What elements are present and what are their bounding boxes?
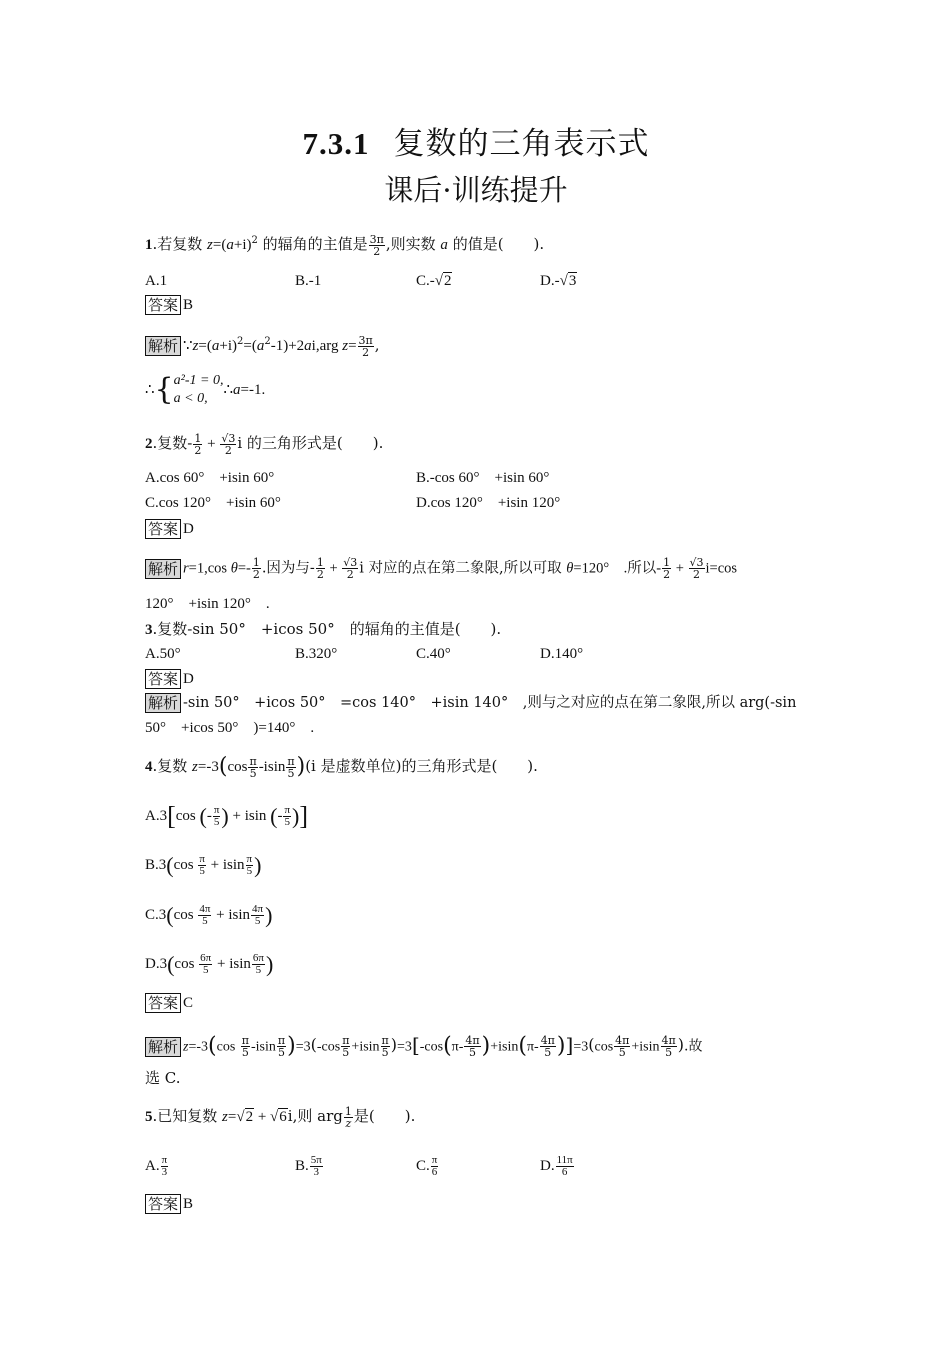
- frac-den: 5: [665, 1046, 673, 1059]
- analysis-text: =1,cos: [188, 560, 231, 577]
- neg: -: [277, 808, 283, 824]
- fraction: [344, 1106, 353, 1129]
- q1-exponent: 2: [251, 235, 258, 246]
- q4-text: (i 是虚数单位)的三角形式是( ).: [305, 757, 538, 775]
- fraction: [246, 854, 254, 877]
- frac-num: π: [246, 853, 253, 866]
- analysis-label: 解析: [145, 336, 181, 356]
- frac-num: π: [213, 804, 220, 817]
- frac-den: 5: [202, 964, 209, 977]
- radicand: 3: [568, 273, 577, 289]
- question-5: [145, 1105, 415, 1129]
- plus: +: [325, 560, 342, 577]
- plus: +: [203, 436, 220, 452]
- fraction: [213, 805, 221, 828]
- q1-option-a: A.1: [145, 273, 168, 289]
- analysis-text: i=cos: [705, 560, 738, 577]
- var-z: z: [192, 759, 198, 775]
- analysis-text: =-: [237, 560, 251, 577]
- answer-value: D: [183, 671, 194, 687]
- answer-label: 答案: [145, 1194, 181, 1214]
- cos: cos: [216, 1039, 236, 1055]
- therefore-symbol: ∴: [223, 380, 233, 398]
- q1-text: .若复数: [152, 235, 208, 253]
- fraction: [316, 557, 325, 580]
- analysis-text: i,arg: [311, 338, 343, 354]
- analysis-label: 解析: [145, 1037, 181, 1057]
- q4-option-b: B.3(cos $\frac{\pi}{5}$ + isin $\frac{\pi}{5}$ ): [145, 852, 262, 878]
- q1-var-a: a: [226, 237, 234, 253]
- equation-line: a < 0,: [173, 391, 208, 406]
- q4-text: .复数: [152, 757, 193, 775]
- fraction: [464, 1035, 480, 1058]
- fraction: [556, 1155, 574, 1178]
- sin: -isin: [250, 1039, 276, 1055]
- frac-num: 3π: [358, 333, 373, 347]
- frac-den: 3: [313, 1166, 320, 1179]
- frac-num: π: [277, 1034, 286, 1047]
- fraction: [241, 1035, 250, 1058]
- radicand: 2: [245, 1109, 254, 1125]
- exponent: 2: [237, 336, 244, 347]
- fraction: [193, 433, 202, 456]
- q5-option-a: [145, 1155, 169, 1178]
- frac-den: 2: [663, 568, 671, 581]
- frac-den: 5: [249, 766, 257, 780]
- analysis-text: .因为与-: [261, 560, 315, 577]
- fraction: [220, 433, 236, 456]
- frac-den: 5: [277, 1046, 285, 1059]
- frac-num: √3: [343, 556, 358, 569]
- frac-den: 2: [316, 568, 324, 581]
- fraction: [614, 1035, 630, 1058]
- therefore-symbol: ∴: [145, 380, 155, 398]
- frac-den: 6: [431, 1166, 438, 1179]
- q3-option-b: B.320°: [295, 646, 338, 662]
- frac-num: π: [199, 853, 205, 866]
- frac-num: π: [249, 754, 257, 768]
- fraction: [358, 335, 374, 358]
- frac-num: π: [161, 1154, 168, 1167]
- question-number: 2: [145, 436, 153, 452]
- analysis-text: =3: [295, 1039, 311, 1055]
- var-theta: θ: [230, 560, 238, 577]
- fraction: [540, 1035, 556, 1058]
- fraction: [199, 953, 212, 976]
- q3-text: .复数-sin 50° +icos 50° 的辐角的主值是( ).: [152, 620, 502, 638]
- fraction: [689, 557, 705, 580]
- equation-line: a²-1 = 0,: [173, 373, 224, 388]
- answer-label: 答案: [145, 519, 181, 539]
- q1-text: 的值是( ).: [447, 235, 545, 253]
- analysis-text: cos: [594, 1039, 614, 1055]
- q5-option-d: [540, 1155, 575, 1178]
- section-title: [0, 118, 952, 163]
- question-number: 1: [145, 237, 153, 253]
- frac-den: 5: [199, 865, 205, 878]
- fraction: [286, 756, 295, 779]
- q1-fraction: [369, 234, 385, 257]
- fraction: [341, 1035, 350, 1058]
- analysis-text: +i): [219, 338, 237, 354]
- fraction: [381, 1035, 390, 1058]
- fraction: [431, 1155, 439, 1178]
- opt-text: A.: [145, 1158, 160, 1174]
- opt-text: C.-√: [416, 273, 443, 289]
- neg: -: [206, 808, 212, 824]
- opt-text: D.-√: [540, 273, 568, 289]
- var-z: z: [192, 338, 199, 354]
- analysis-text: =-3: [188, 1039, 209, 1055]
- analysis-label: 解析: [145, 693, 181, 713]
- frac-num: π: [284, 804, 291, 817]
- q3-analysis: [145, 692, 796, 714]
- radicand: 2: [443, 273, 452, 289]
- q5-option-b: [295, 1155, 324, 1178]
- q1-answer: [145, 293, 193, 316]
- q1-analysis-system: [145, 372, 265, 408]
- frac-num: 1: [252, 556, 260, 569]
- exponent: 2: [264, 336, 271, 347]
- fraction: [662, 557, 671, 580]
- q2-text: i 的三角形式是( ).: [237, 434, 384, 452]
- var-z: z: [222, 1109, 228, 1125]
- section-subtitle: 课后·训练提升: [384, 173, 568, 207]
- question-number: 5: [145, 1109, 153, 1125]
- analysis-text: -cos: [316, 1039, 341, 1055]
- fraction: [248, 756, 257, 779]
- var-a: a: [233, 382, 241, 398]
- opt-text: C.: [416, 1158, 430, 1174]
- sin: -isin: [258, 759, 286, 775]
- question-4: 4.复数 z=-3(cos $\frac{\pi}{5}$ -isin $\frac{\pi}{5}$ )(i 是虚数单位)的三角形式是( ).: [145, 754, 538, 780]
- radicand: 6: [279, 1109, 287, 1125]
- q1-text: =(: [212, 237, 227, 253]
- opt-text: A.3: [145, 808, 168, 824]
- answer-value: D: [183, 521, 194, 537]
- analysis-text: =3: [397, 1039, 412, 1055]
- analysis-text: +isin: [351, 1039, 380, 1055]
- analysis-text: =(: [198, 338, 212, 354]
- frac-den: 5: [342, 1046, 350, 1059]
- frac-num: π: [342, 1034, 350, 1047]
- frac-den: 2: [224, 443, 232, 457]
- q4-analysis: 解析 z=-3(cos $\frac{\pi}{5}$ -isin $\frac{\pi}{5}$ )=3(-cos $\frac{\pi}{5}$ +isin $\frac{\pi}{5}$ )=3[-cos(π- $\frac{4\pi}{5}$ )+isin(π- $\frac{4\pi}{5}$ )]=3(cos $\frac{4\pi}{5}$ +isin $\frac{4\pi}{5}$ ).故: [145, 1035, 702, 1059]
- cos: cos: [173, 857, 194, 873]
- frac-den: 2: [362, 345, 370, 359]
- q1-option-b: B.-1: [295, 273, 322, 289]
- frac-num: 4π: [252, 903, 264, 916]
- analysis-text: =-1.: [240, 382, 266, 398]
- question-number: 4: [145, 759, 153, 775]
- q5-answer: [145, 1192, 193, 1215]
- frac-den: 3: [161, 1166, 168, 1179]
- frac-num: 1: [344, 1104, 352, 1118]
- answer-label: 答案: [145, 669, 181, 689]
- fraction: [252, 953, 265, 976]
- frac-num: 1: [316, 556, 324, 569]
- var-a: a: [256, 338, 265, 354]
- var-theta: θ: [566, 560, 574, 577]
- frac-num: 4π: [199, 903, 211, 916]
- q1-text: 的辐角的主值是: [257, 235, 368, 253]
- analysis-text: -1)+2: [270, 338, 305, 354]
- cos: cos: [227, 759, 248, 775]
- fraction: [198, 854, 206, 877]
- frac-den: 5: [254, 915, 261, 928]
- q5-text: .已知复数: [152, 1107, 223, 1125]
- fraction: [310, 1155, 323, 1178]
- answer-value: B: [183, 1196, 194, 1212]
- frac-num: 11π: [556, 1154, 573, 1167]
- analysis-text: π-: [526, 1039, 539, 1055]
- question-1: [145, 230, 544, 257]
- opt-text: B.3: [145, 857, 167, 873]
- frac-num: 4π: [465, 1034, 480, 1047]
- q5-text: =√: [227, 1109, 245, 1125]
- fraction: [161, 1155, 169, 1178]
- frac-num: 6π: [252, 952, 264, 965]
- frac-num: π: [241, 1034, 249, 1047]
- q2-option-d: D.cos 120° +isin 120°: [416, 495, 561, 511]
- cos: cos: [173, 907, 194, 923]
- q1-text: +i): [233, 237, 252, 253]
- frac-num: 4π: [615, 1034, 630, 1047]
- frac-den: 5: [284, 816, 290, 829]
- question-number: 3: [145, 622, 153, 638]
- sin: + isin: [212, 907, 251, 923]
- q2-analysis: [145, 557, 737, 580]
- analysis-text: =(: [243, 338, 257, 354]
- q1-text: ,则实数: [385, 235, 441, 253]
- analysis-text: -sin 50° +icos 50° =cos 140° +isin 140° ,则与之对应的点在第二象限,所以 arg(-sin: [183, 695, 797, 711]
- brace: {: [154, 372, 174, 407]
- plus: +: [672, 560, 688, 577]
- q2-text: .复数-: [152, 434, 193, 452]
- q3-answer: [145, 667, 194, 690]
- equation-system: [174, 372, 224, 408]
- question-3: [145, 618, 501, 641]
- analysis-text: +isin: [490, 1039, 519, 1055]
- frac-den: 5: [469, 1046, 477, 1059]
- fraction: [198, 904, 211, 927]
- analysis-text: =3: [573, 1039, 589, 1055]
- section-number: 7.3.1: [302, 126, 370, 161]
- frac-num: π: [381, 1034, 389, 1047]
- q2-option-b: B.-cos 60° +isin 60°: [416, 470, 550, 486]
- frac-num: 3π: [369, 232, 384, 246]
- var-r: r: [183, 560, 189, 577]
- frac-den: 2: [252, 568, 260, 581]
- frac-den: 5: [255, 964, 262, 977]
- question-2: [145, 432, 383, 456]
- q1-var-a: a: [440, 237, 448, 253]
- fraction: [251, 904, 264, 927]
- frac-den: 5: [241, 1046, 249, 1059]
- frac-num: 1: [194, 431, 202, 445]
- answer-value: B: [183, 297, 194, 313]
- frac-num: 6π: [200, 952, 212, 965]
- analysis-text: ∵: [183, 336, 193, 354]
- opt-text: B.: [295, 1158, 309, 1174]
- analysis-text: -cos: [419, 1039, 444, 1055]
- q2-analysis-line2: 120° +isin 120° .: [145, 596, 270, 612]
- q4-option-d: D.3(cos $\frac{6\pi}{5}$ + isin $\frac{6\pi}{5}$ ): [145, 951, 274, 977]
- cos: cos: [175, 808, 196, 824]
- answer-label: 答案: [145, 295, 181, 315]
- fraction: [252, 557, 261, 580]
- var-z: z: [183, 1039, 189, 1055]
- var-a: a: [304, 338, 312, 354]
- analysis-label: 解析: [145, 559, 181, 579]
- section-heading: 复数的三角表示式: [393, 126, 650, 162]
- frac-den: 2: [373, 244, 381, 258]
- frac-num: 4π: [540, 1034, 555, 1047]
- frac-num: 5π: [310, 1154, 322, 1167]
- q5-text: i,则 arg: [287, 1107, 343, 1125]
- q1-option-d: [540, 270, 577, 292]
- opt-text: D.3: [145, 956, 168, 972]
- q4-option-a: A.3[cos (- $\frac{\pi}{5}$ ) + isin (- $\frac{\pi}{5}$ )]: [145, 801, 309, 831]
- frac-den: 5: [213, 816, 220, 829]
- q2-answer: [145, 517, 194, 540]
- sin: + isin: [213, 956, 251, 972]
- answer-value: C: [183, 995, 194, 1011]
- frac-num: √3: [221, 431, 236, 445]
- q3-analysis-line2: 50° +icos 50° )=140° .: [145, 720, 315, 736]
- q4-option-c: C.3(cos $\frac{4\pi}{5}$ + isin $\frac{4\pi}{5}$ ): [145, 902, 273, 928]
- frac-num: π: [287, 754, 295, 768]
- fraction: [342, 557, 358, 580]
- opt-text: C.3: [145, 907, 167, 923]
- q1-option-c: [416, 270, 452, 292]
- opt-text: D.: [540, 1158, 555, 1174]
- q2-option-c: C.cos 120° +isin 60°: [145, 495, 281, 511]
- analysis-text: ,: [374, 336, 380, 354]
- frac-den: 2: [693, 568, 701, 581]
- q2-option-a: A.cos 60° +isin 60°: [145, 470, 275, 486]
- frac-den: 5: [287, 766, 295, 780]
- analysis-text: i 对应的点在第二象限,所以可取: [359, 560, 567, 577]
- q4-text: =-3: [197, 759, 219, 775]
- q1-var-z: z: [207, 237, 213, 253]
- answer-label: 答案: [145, 993, 181, 1013]
- q5-text: 是( ).: [353, 1107, 416, 1125]
- frac-den: 5: [618, 1046, 626, 1059]
- cos: cos: [174, 956, 195, 972]
- q3-option-a: A.50°: [145, 646, 181, 662]
- frac-num: 4π: [661, 1034, 676, 1047]
- var-a: a: [211, 338, 220, 354]
- analysis-text: +isin: [631, 1039, 660, 1055]
- frac-den: z: [345, 1116, 352, 1130]
- fraction: [661, 1035, 677, 1058]
- q1-analysis: [145, 331, 380, 358]
- q4-answer: [145, 991, 193, 1014]
- analysis-text: .故: [684, 1038, 703, 1055]
- q5-text: + √: [254, 1109, 279, 1125]
- q3-option-d: D.140°: [540, 646, 584, 662]
- frac-num: π: [431, 1154, 438, 1167]
- frac-num: √3: [689, 556, 704, 569]
- frac-den: 5: [246, 865, 253, 878]
- fraction: [283, 805, 291, 828]
- analysis-text: =: [348, 338, 357, 354]
- frac-den: 5: [544, 1046, 552, 1059]
- frac-den: 2: [194, 443, 202, 457]
- q3-option-c: C.40°: [416, 646, 451, 662]
- frac-den: 6: [561, 1166, 568, 1179]
- sin: + isin: [228, 808, 267, 824]
- analysis-text: =120° .所以-: [573, 560, 662, 577]
- frac-den: 5: [202, 915, 208, 928]
- var-z: z: [342, 338, 349, 354]
- q5-option-c: [416, 1155, 439, 1178]
- frac-num: 1: [663, 556, 671, 569]
- frac-den: 5: [381, 1046, 389, 1059]
- q4-analysis-line2: 选 C.: [145, 1069, 181, 1087]
- analysis-text: π-: [451, 1039, 464, 1055]
- fraction: [277, 1035, 286, 1058]
- frac-den: 2: [346, 568, 354, 581]
- sin: + isin: [206, 857, 245, 873]
